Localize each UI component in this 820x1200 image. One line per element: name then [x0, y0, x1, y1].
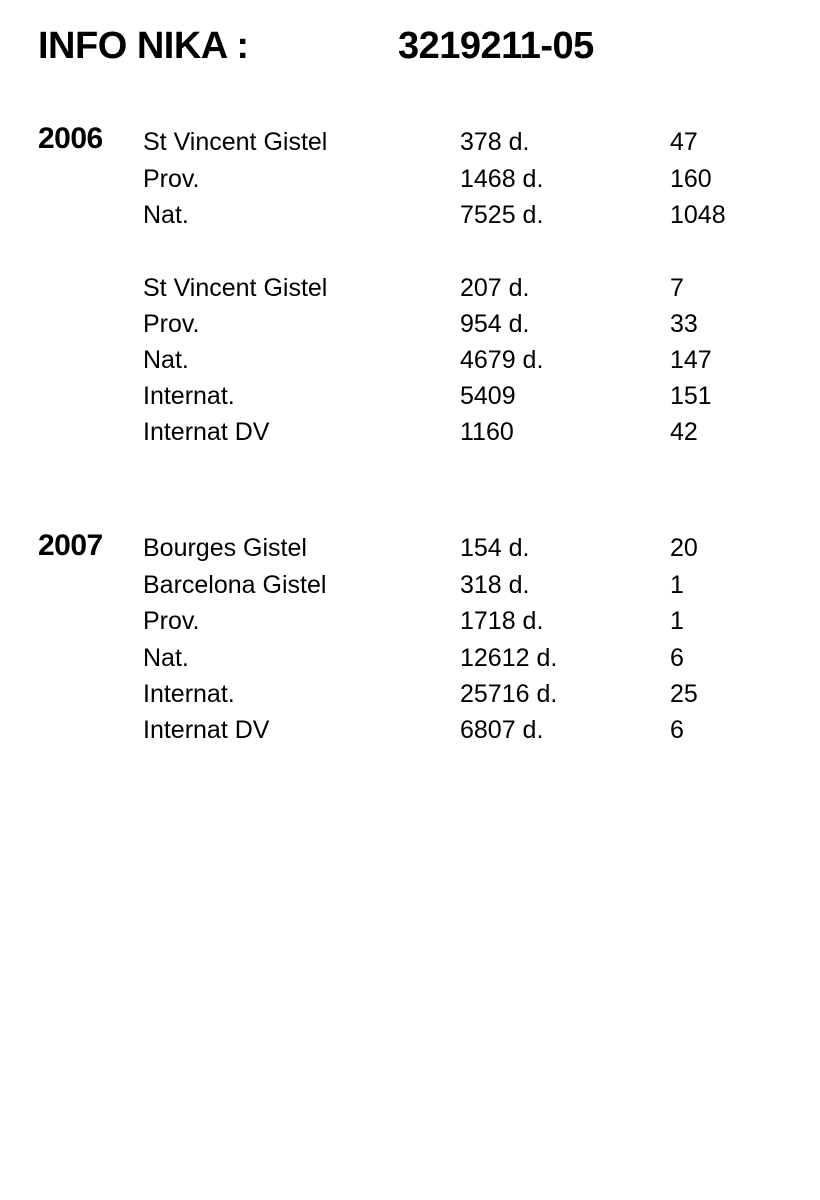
table-row [0, 197, 820, 233]
race-name: Nat. [143, 644, 189, 672]
table-row [0, 342, 820, 378]
race-name: Internat DV [143, 418, 270, 446]
race-name: Bourges Gistel [143, 534, 307, 562]
rank: 20 [670, 534, 698, 562]
rank: 7 [670, 274, 684, 302]
participants: 154 d. [460, 534, 530, 562]
participants: 6807 d. [460, 716, 544, 744]
rank: 160 [670, 165, 712, 193]
participants: 318 d. [460, 571, 530, 599]
rank: 6 [670, 716, 684, 744]
participants: 25716 d. [460, 680, 558, 708]
participants: 12612 d. [460, 644, 558, 672]
participants: 207 d. [460, 274, 530, 302]
participants: 7525 d. [460, 201, 544, 229]
race-name: Internat. [143, 680, 235, 708]
participants: 4679 d. [460, 346, 544, 374]
table-row [0, 414, 820, 450]
table-row [0, 378, 820, 414]
rank: 1048 [670, 201, 726, 229]
table-row [0, 270, 820, 306]
participants: 378 d. [460, 128, 530, 156]
race-name: Prov. [143, 165, 200, 193]
participants: 1718 d. [460, 607, 544, 635]
race-name: Internat. [143, 382, 235, 410]
participants: 954 d. [460, 310, 530, 338]
participants: 5409 [460, 382, 516, 410]
table-row [0, 306, 820, 342]
rank: 6 [670, 644, 684, 672]
rank: 1 [670, 571, 684, 599]
rank: 33 [670, 310, 698, 338]
rank: 147 [670, 346, 712, 374]
table-row [0, 124, 820, 160]
participants: 1468 d. [460, 165, 544, 193]
title-label: INFO NIKA : [38, 25, 249, 67]
race-name: Barcelona Gistel [143, 571, 327, 599]
year-heading-2006: 2006 [38, 122, 103, 155]
rank: 42 [670, 418, 698, 446]
table-row [0, 712, 820, 748]
ring-number: 3219211-05 [398, 25, 594, 67]
race-name: Nat. [143, 346, 189, 374]
participants: 1160 [460, 418, 514, 446]
table-row [0, 161, 820, 197]
race-name: St Vincent Gistel [143, 274, 328, 302]
race-name: Prov. [143, 607, 200, 635]
table-row [0, 676, 820, 712]
table-row [0, 640, 820, 676]
rank: 25 [670, 680, 698, 708]
table-row [0, 530, 820, 566]
race-name: Nat. [143, 201, 189, 229]
rank: 47 [670, 128, 698, 156]
rank: 151 [670, 382, 712, 410]
year-heading-2007: 2007 [38, 529, 103, 562]
race-name: Internat DV [143, 716, 270, 744]
table-row [0, 567, 820, 603]
table-row [0, 603, 820, 639]
rank: 1 [670, 607, 684, 635]
race-name: Prov. [143, 310, 200, 338]
race-name: St Vincent Gistel [143, 128, 328, 156]
